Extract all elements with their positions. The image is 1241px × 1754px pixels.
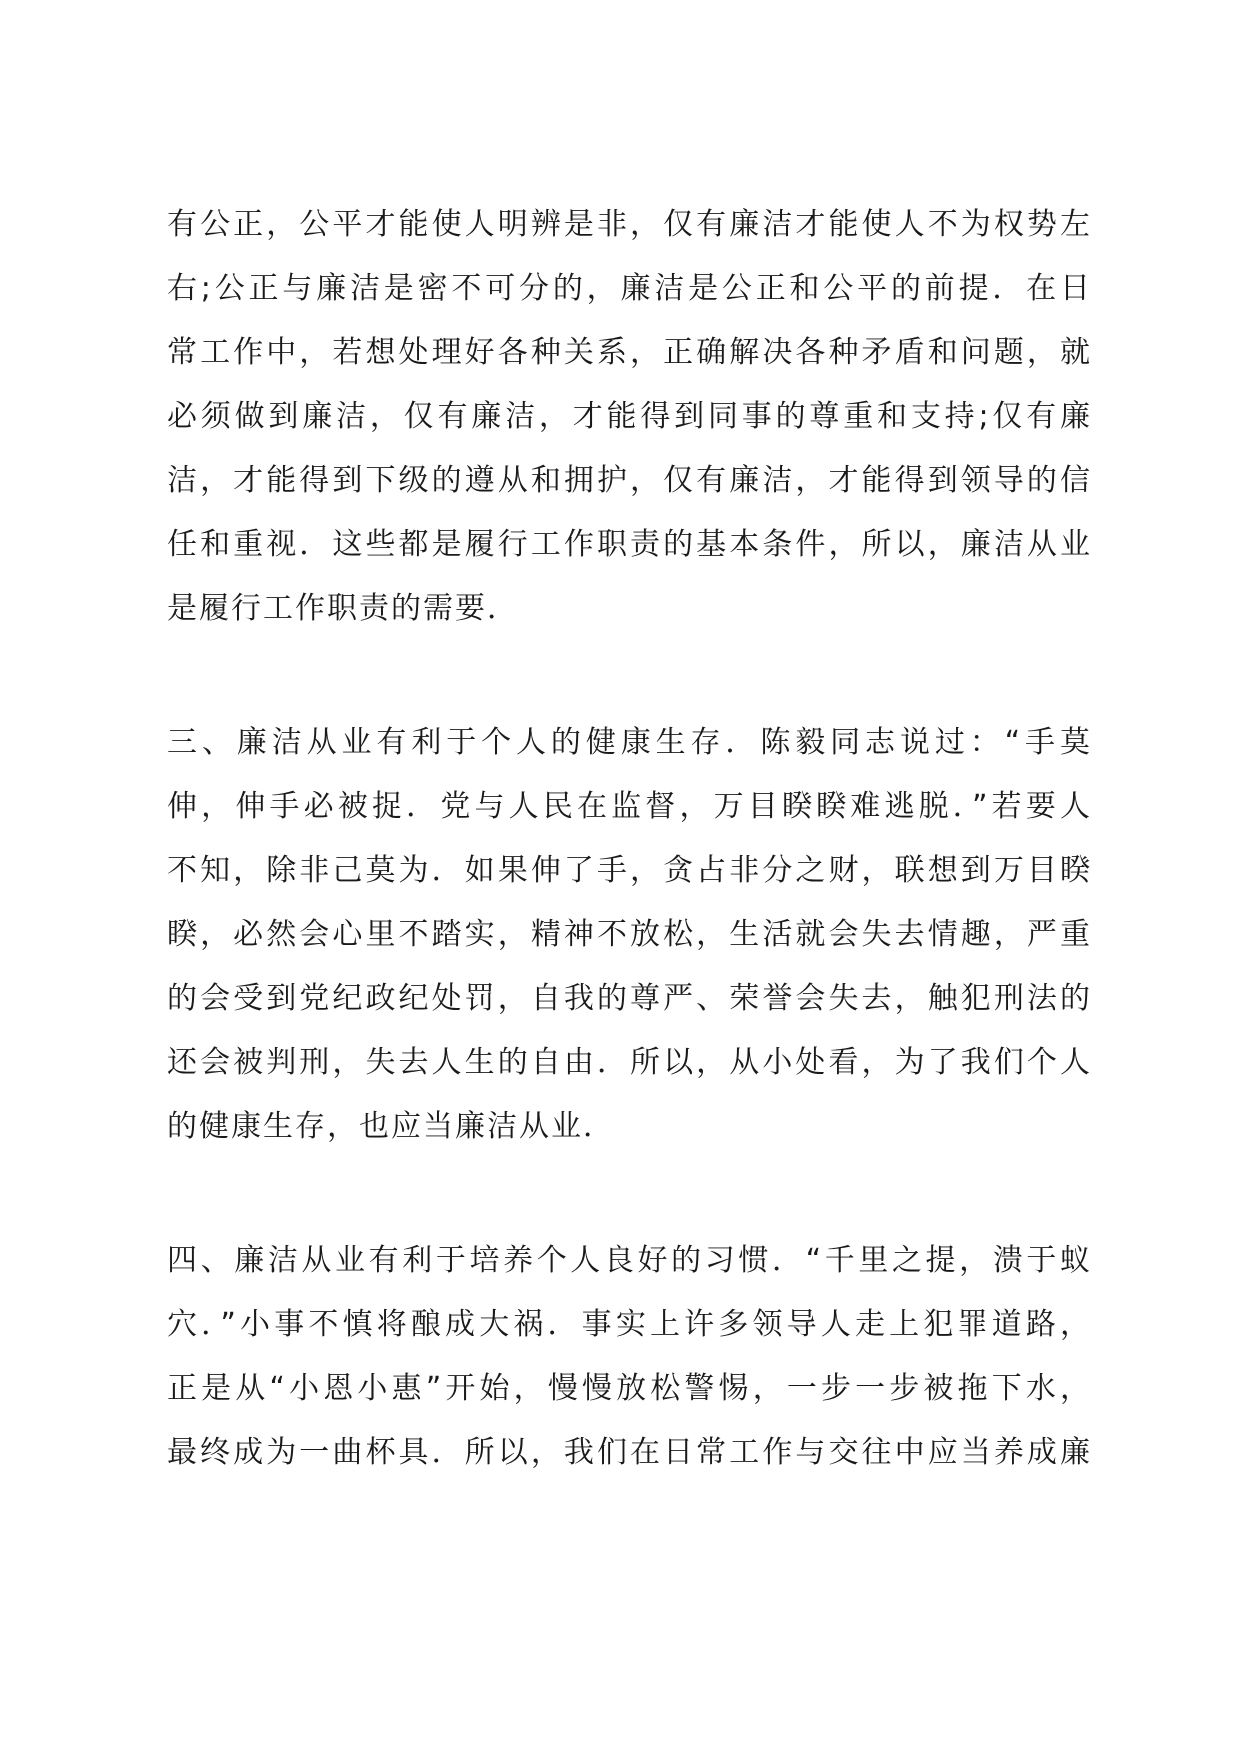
paragraph-2-line-7: 的健康生存，也应当廉洁从业． — [167, 1109, 615, 1144]
paragraph-1-line-5: 洁，才能得到下级的遵从和拥护，仅有廉洁，才能得到领导的信 — [167, 463, 1092, 498]
paragraph-2-line-6: 还会被判刑，失去人生的自由．所以，从小处看，为了我们个人 — [167, 1045, 1092, 1080]
paragraph-1-line-6: 任和重视．这些都是履行工作职责的基本条件，所以，廉洁从业 — [167, 527, 1092, 562]
paragraph-3-line-3: 正是从“小恩小惠”开始，慢慢放松警惕，一步一步被拖下水， — [167, 1371, 1092, 1406]
paragraph-2-line-5: 的会受到党纪政纪处罚，自我的尊严、荣誉会失去，触犯刑法的 — [167, 981, 1092, 1016]
paragraph-1-line-2: 右;公正与廉洁是密不可分的，廉洁是公正和公平的前提．在日 — [167, 271, 1092, 306]
paragraph-1-line-3: 常工作中，若想处理好各种关系，正确解决各种矛盾和问题，就 — [167, 335, 1092, 370]
paragraph-2-line-4: 睽，必然会心里不踏实，精神不放松，生活就会失去情趣，严重 — [167, 917, 1092, 952]
paragraph-2-line-2: 伸，伸手必被捉．党与人民在监督，万目睽睽难逃脱．”若要人 — [167, 789, 1092, 824]
paragraph-1-line-1: 有公正，公平才能使人明辨是非，仅有廉洁才能使人不为权势左 — [167, 207, 1092, 242]
paragraph-3-line-2: 穴．”小事不慎将酿成大祸．事实上许多领导人走上犯罪道路， — [167, 1307, 1092, 1342]
paragraph-2-line-3: 不知，除非己莫为．如果伸了手，贪占非分之财，联想到万目睽 — [167, 853, 1092, 888]
paragraph-1-line-7: 是履行工作职责的需要． — [167, 591, 519, 626]
paragraph-3-line-1: 四、廉洁从业有利于培养个人良好的习惯．“千里之提，溃于蚁 — [167, 1243, 1092, 1278]
paragraph-1-line-4: 必须做到廉洁，仅有廉洁，才能得到同事的尊重和支持;仅有廉 — [167, 399, 1092, 434]
paragraph-3-line-4: 最终成为一曲杯具．所以，我们在日常工作与交往中应当养成廉 — [167, 1435, 1092, 1470]
paragraph-2-line-1: 三、廉洁从业有利于个人的健康生存．陈毅同志说过：“手莫 — [167, 725, 1092, 760]
